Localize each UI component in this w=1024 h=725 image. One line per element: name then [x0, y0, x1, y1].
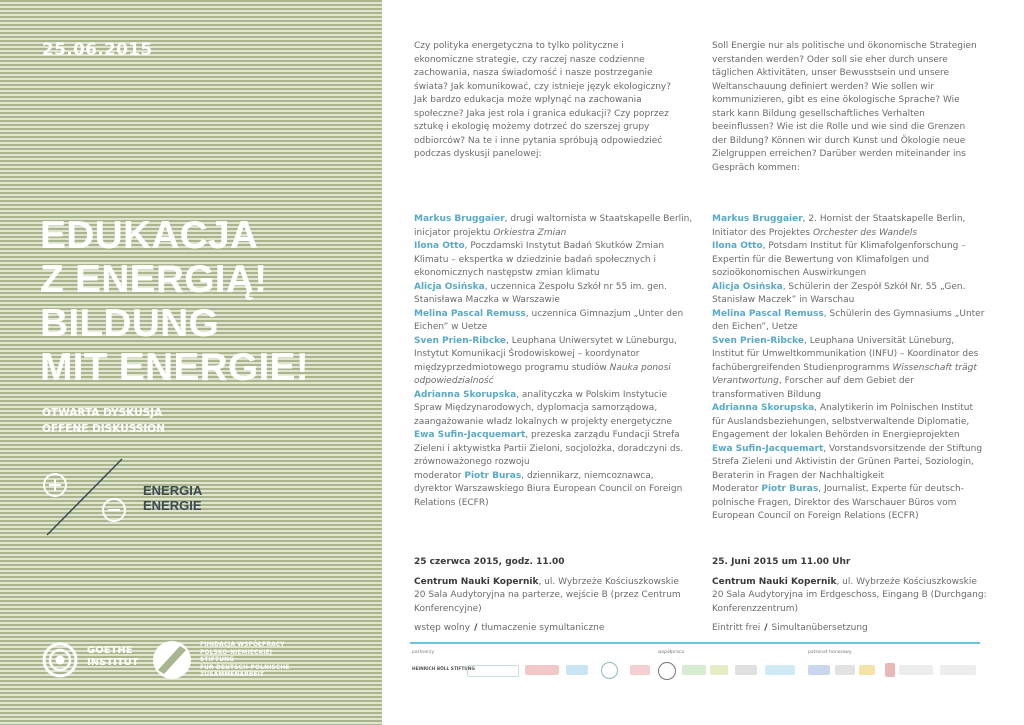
panelist-entry: Melina Pascal Remuss, uczennica Gimnazjum „Unter den Eichen” w Uetze — [414, 308, 684, 332]
poster-subtitle — [42, 405, 165, 437]
poster-left-panel — [0, 0, 382, 725]
intro-polish: Czy polityka energetyczna to tylko polityczne i ekonomiczne strategie, czy raczej nasze codzienne zachowania, nasza świadomość i nasze postrzeganie świata? Jak komunikować, czy istnieje język ekologiczny? Jak bardzo edukacja może wpłynąć na zachowania społeczne? Jaka jest rola i granica edukacji? Czy poprzez sztukę i ekologię możemy dotrzeć do szerszej grupy odbiorców? Na te i inne pytania spróbują odpowiedzieć podczas dyskusji panelowej: — [414, 41, 672, 159]
boell-logo-text: HEINRICH BÖLL STIFTUNG — [412, 667, 475, 672]
goethe-institut-logo-text: GOETHE INSTITUT — [87, 645, 139, 668]
intro-german: Soll Energie nur als politische und ökonomische Strategien verstanden werden? Oder soll sie eher durch unsere täglichen Aktivitäten, unser Bewusstsein und unsere Weltanschauung definiert werden? Wie sollen wir kommunizieren, gibt es eine ökologische Sprache? Wie stark kann Bildung gesellschaftliches Verhalten beeinflussen? Wie ist die Rolle und wie sind die Grenzen der Bildung? Können wir durch Kunst und Ökologie neue Zielgruppen erreichen? Darüber werden miteinander ins Gespräch kommen: — [712, 41, 977, 173]
panelist-entry: Alicja Osińska, Schülerin der Zespół Szkół Nr. 55 „Gen. Stanisław Maczek” in Warschau — [712, 281, 966, 305]
panelist-entry: Markus Bruggaier, 2. Hornist der Staatskapelle Berlin, Initiator des Projektes Orchester des Wandels — [712, 214, 966, 238]
panelist-entry: Ewa Sufin-Jacquemart, prezeska zarządu Fundacji Strefa Zieleni i aktywistka Partii Zieloni, socjolożka, doradczyni ds. zrównoważonego rozwoju — [414, 430, 684, 467]
cooperation-logo — [658, 662, 676, 680]
title-line: BILDUNG — [40, 302, 220, 345]
panelist-entry: Ilona Otto, Potsdam Institut für Klimafolgenforschung – Expertin für die Bewertung von Klimafolgen und sozioökonomischen Auswirkungen — [712, 241, 966, 278]
energia-label — [143, 483, 202, 513]
patron-logo — [808, 665, 830, 675]
partners-label: partnerzy — [412, 650, 435, 655]
event-info-polish — [414, 556, 684, 636]
panelist-entry: Ewa Sufin-Jacquemart, Vorstandsvorsitzende der Stiftung Strefa Zieleni und Aktivistin der Grünen Partei, Soziologin, Beraterin in Fragen der Nachhaltigkeit — [712, 443, 983, 481]
plus-minus-icon — [42, 455, 142, 540]
event-venue: Centrum Nauki Kopernik, ul. Wybrzeże Kościuszkowskie 20 Sala Audytoryjna im Erdgeschoss, Eingang B (Durchgang: Konferenzzentrum) — [712, 576, 987, 614]
cooperation-label: współpraca — [658, 650, 685, 655]
subtitle-line: OFFENE DISKUSSION — [42, 423, 165, 435]
title-line: Z ENERGIĄ! — [40, 258, 268, 301]
subtitle-line: OTWARTA DYSKUSJA — [42, 407, 163, 419]
cooperation-logo — [682, 665, 706, 675]
title-line: MIT ENERGIE! — [40, 346, 309, 389]
fundacja-logo-text: FUNDACJA WSPÓŁPRACY POLSKO-NIEMIECKIEJ STIFTUNG FÜR DEUTSCH-POLNISCHE ZUSAMMENARBEIT — [200, 642, 290, 678]
patron-logo — [885, 663, 895, 677]
fundacja-logo-icon — [150, 640, 194, 680]
cooperation-logo — [710, 665, 728, 675]
event-datetime: 25 czerwca 2015, godz. 11.00 — [414, 557, 565, 567]
cooperation-logo — [735, 665, 757, 675]
divider-line — [410, 642, 980, 644]
patron-logo — [859, 665, 875, 675]
panelist-entry: Melina Pascal Remuss, Schülerin des Gymnasiums „Unter den Eichen”, Uetze — [712, 308, 985, 332]
patronage-label: patronat honorowy — [808, 650, 852, 655]
event-info-german — [712, 556, 987, 636]
partner-logo — [467, 665, 519, 677]
moderator-entry: Moderator Piotr Buras, Journalist, Experte für deutsch-polnische Fragen, Direktor des Warschauer Büros vom European Council on Foreign Relations (ECFR) — [712, 484, 964, 521]
panelist-entry: Markus Bruggaier, drugi waltornista w Staatskapelle Berlin, inicjator projektu Orkiestra Zmian — [414, 214, 693, 238]
patron-logo — [899, 665, 933, 675]
partner-logo — [525, 665, 559, 675]
event-admission: wstęp wolny / tłumaczenie symultaniczne — [414, 623, 605, 633]
panelist-entry: Alicja Osińska, uczennica Zespołu Szkół nr 55 im. gen. Stanisława Maczka w Warszawie — [414, 281, 667, 305]
panelist-entry: Adrianna Skorupska, analityczka w Polskim Instytucie Spraw Międzynarodowych, dyplomacja samorządowa, zaangażowanie władz lokalnych w projekty energetyczne — [414, 389, 672, 427]
energia-line: ENERGIA — [143, 483, 203, 498]
cooperation-logo — [765, 665, 795, 675]
energia-line: ENERGIE — [143, 498, 202, 513]
partner-logo — [630, 665, 650, 675]
event-admission: Eintritt frei / Simultanübersetzung — [712, 623, 868, 633]
partner-logo — [601, 662, 618, 679]
panelist-entry: Adrianna Skorupska, Analytikerin im Polnischen Institut für Auslandsbeziehungen, selbstverwaltende Diplomatie, Engagement der lokalen Behörden in Energieprojekten — [712, 403, 974, 440]
panelist-entry: Ilona Otto, Poczdamski Instytut Badań Skutków Zmian Klimatu – ekspertka w dziedzinie badań społecznych i ekonomicznych następstw zmian klimatu — [414, 241, 665, 278]
event-date: 25.06.2015 — [42, 40, 153, 60]
panelists-german — [712, 213, 987, 524]
panelist-entry: Sven Prien-Ribcke, Leuphana Uniwersytet w Lüneburgu, Instytut Komunikacji Środowiskowej – koordynator międzyprzedmiotowego programu studiów Nauka ponosi odpowiedzialność — [414, 335, 677, 386]
panelists-polish — [414, 213, 694, 510]
poster-title — [40, 214, 309, 390]
patron-logo — [940, 665, 976, 675]
event-venue: Centrum Nauki Kopernik, ul. Wybrzeże Kościuszkowskie 20 Sala Audytoryjna na parterze, wejście B (przez Centrum Konferencyjne) — [414, 576, 681, 614]
panelist-entry: Sven Prien-Ribcke, Leuphana Universität Lüneburg, Institut für Umweltkommunikation (INFU) – Koordinator des fachübergreifenden Studienprogramms Wissenschaft trägt Verantwortung, Forscher auf dem Gebiet der transformativen Bildung — [712, 335, 979, 400]
title-line: EDUKACJA — [40, 214, 259, 257]
patron-logo — [835, 665, 855, 675]
partner-logo — [566, 665, 588, 675]
moderator-entry: moderator Piotr Buras, dziennikarz, niemcoznawca, dyrektor Warszawskiego Biura European Council on Foreign Relations (ECFR) — [414, 470, 683, 508]
event-datetime: 25. Juni 2015 um 11.00 Uhr — [712, 557, 851, 567]
